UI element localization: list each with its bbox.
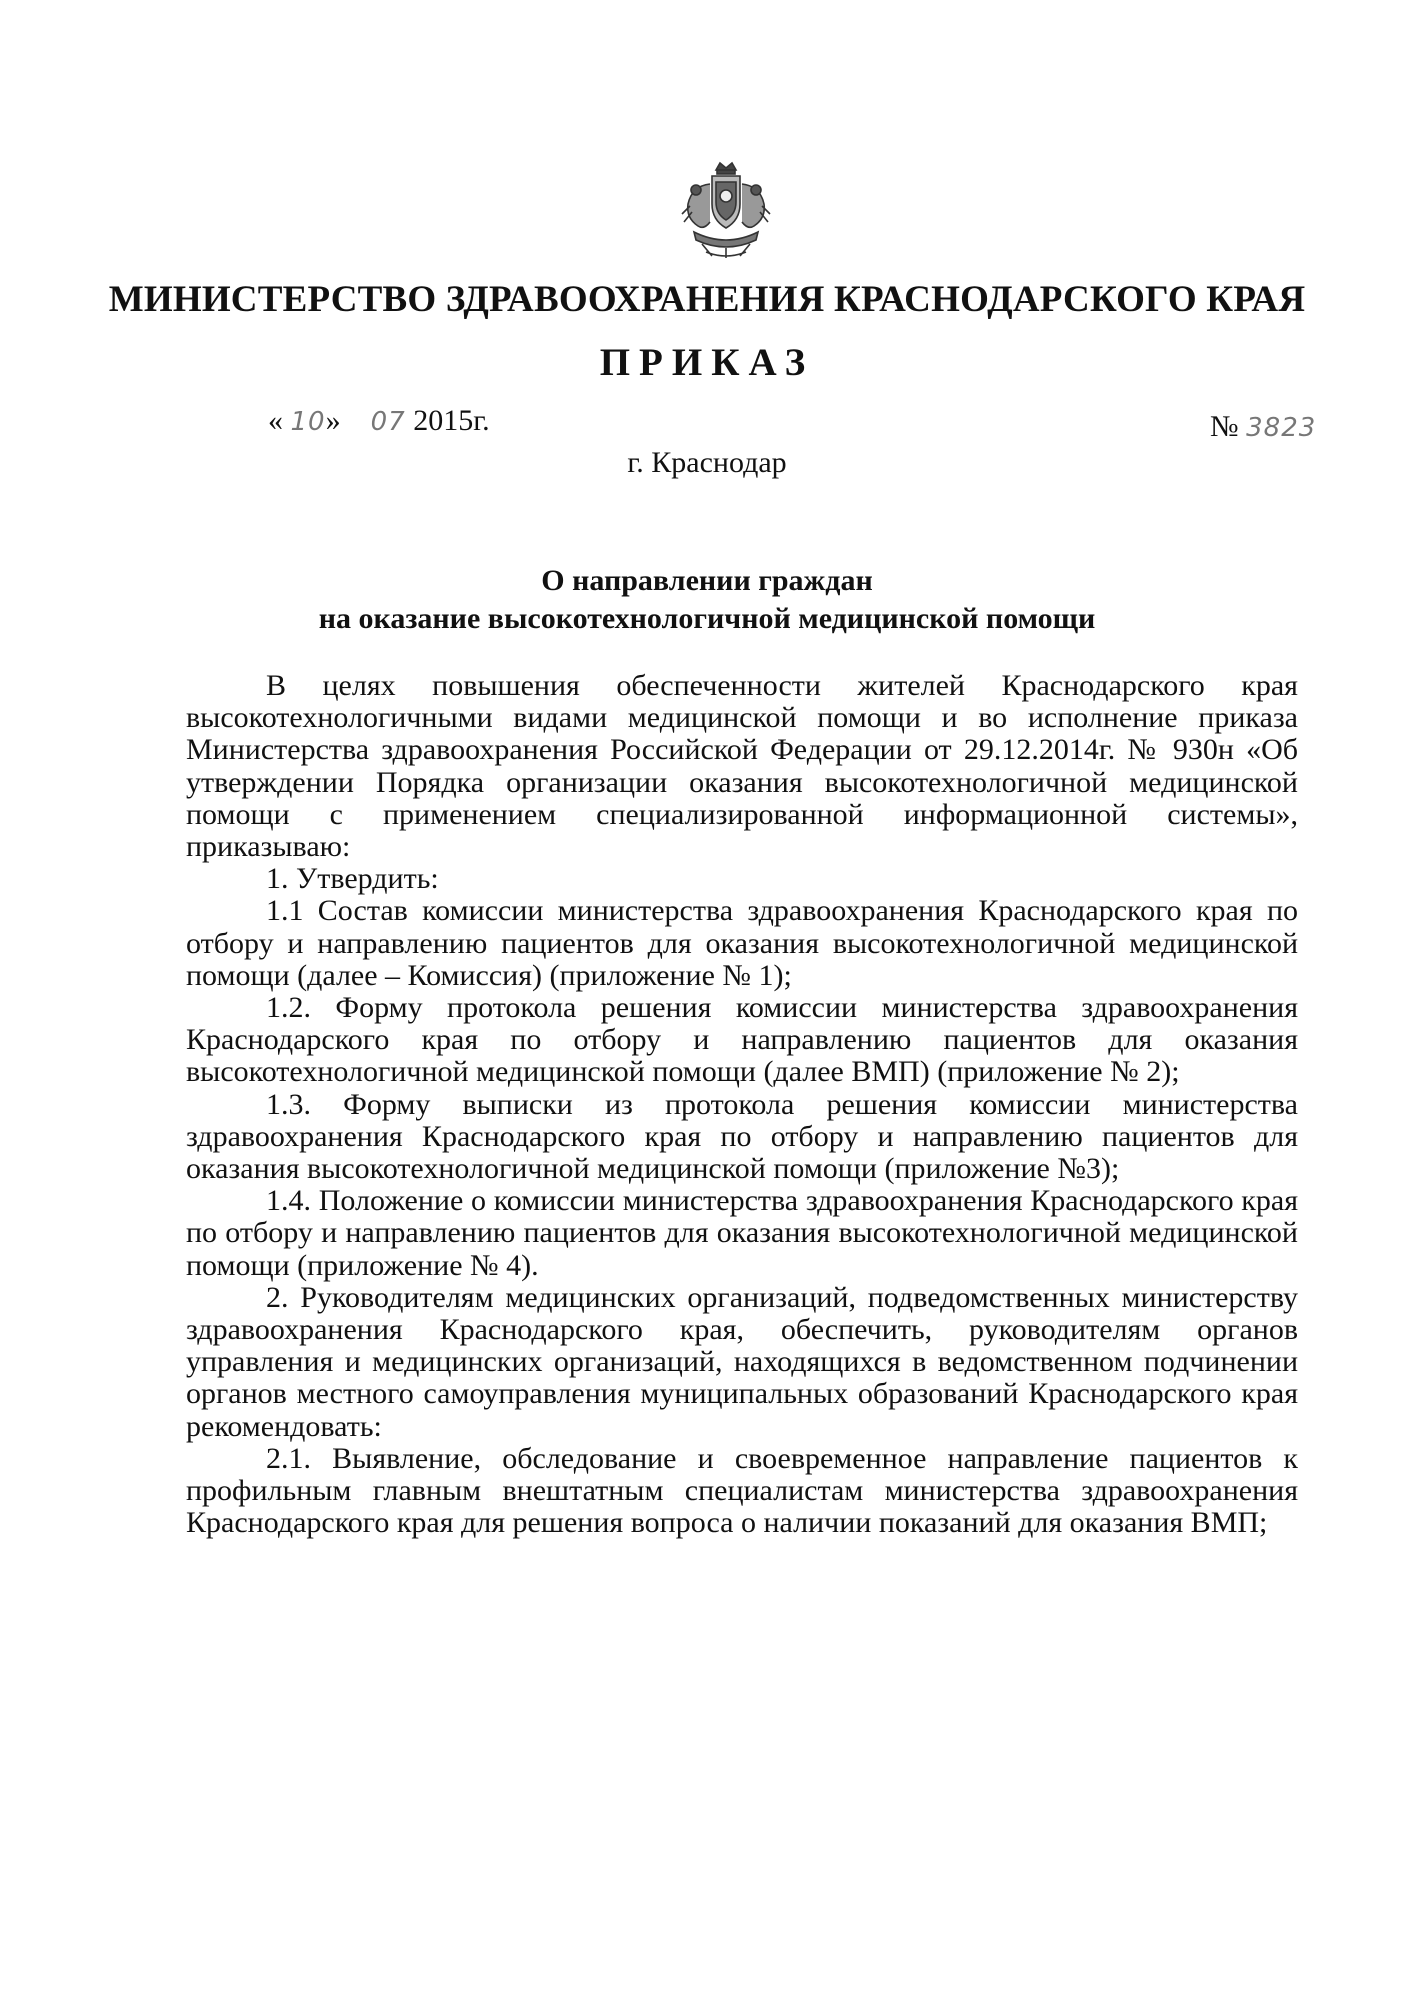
date-open-quote: «: [268, 404, 283, 437]
document-type-title: ПРИКАЗ: [599, 341, 815, 384]
ministry-name: МИНИСТЕРСТВО ЗДРАВООХРАНЕНИЯ КРАСНОДАРСКОГО КРАЯ: [108, 279, 1306, 320]
coat-of-arms-icon: [672, 160, 780, 260]
paragraph-item-1-1: 1.1 Состав комиссии министерства здравоохранения Краснодарского края по отбору и направлению пациентов для оказания высокотехнологичной медицинской помощи (далее – Комиссия) (приложение № 1);: [186, 894, 1298, 992]
order-number: [1210, 410, 1316, 444]
paragraph-item-1: 1. Утвердить:: [266, 862, 439, 896]
date-month: 07: [370, 407, 406, 437]
paragraph-item-2: 2. Руководителям медицинских организаций, подведомственных министерству здравоохранения Краснодарского края, обеспечить, руководителям органов управления и медицинских организаций, находящихся в ведомственном подчинении органов местного самоуправления муниципальных образований Краснодарского края рекомендовать:: [186, 1280, 1298, 1443]
paragraph-item-2-1: 2.1. Выявление, обследование и своевременное направление пациентов к профильным главным внештатным специалистам министерства здравоохранения Краснодарского края для решения вопроса о наличии показаний для оказания ВМП;: [186, 1441, 1298, 1540]
paragraph-item-1-2: 1.2. Форму протокола решения комиссии министерства здравоохранения Краснодарского края по отбору и направлению пациентов для оказания высокотехнологичной медицинской помощи (далее ВМП) (приложение № 2);: [186, 991, 1298, 1089]
subject-line-2: на оказание высокотехнологичной медицинской помощи: [318, 602, 1096, 635]
date-close-quote: »: [325, 404, 341, 437]
order-date: [268, 404, 490, 438]
number-value: 3823: [1246, 413, 1317, 443]
order-subject: [0, 562, 1414, 638]
date-day: 10: [290, 407, 326, 437]
paragraph-item-1-4: 1.4. Положение о комиссии министерства здравоохранения Краснодарского края по отбору и направлению пациентов для оказания высокотехнологичной медицинской помощи (приложение № 4).: [186, 1184, 1298, 1282]
date-year: 2015г.: [413, 404, 490, 437]
subject-line-1: О направлении граждан: [541, 564, 873, 597]
city: г. Краснодар: [627, 446, 787, 479]
order-body: [186, 670, 1298, 1539]
paragraph-intro: В целях повышения обеспеченности жителей Краснодарского края высокотехнологичными видами медицинской помощи и во исполнение приказа Министерства здравоохранения Российской Федерации от 29.12.2014г. № 930н «Об утверждении Порядка организации оказания высокотехнологичной медицинской помощи с применением специализированной информационной системы», приказываю:: [186, 669, 1298, 864]
paragraph-item-1-3: 1.3. Форму выписки из протокола решения комиссии министерства здравоохранения Краснодарского края по отбору и направлению пациентов для оказания высокотехнологичной медицинской помощи (приложение №3);: [186, 1087, 1298, 1186]
number-label: №: [1210, 410, 1239, 443]
